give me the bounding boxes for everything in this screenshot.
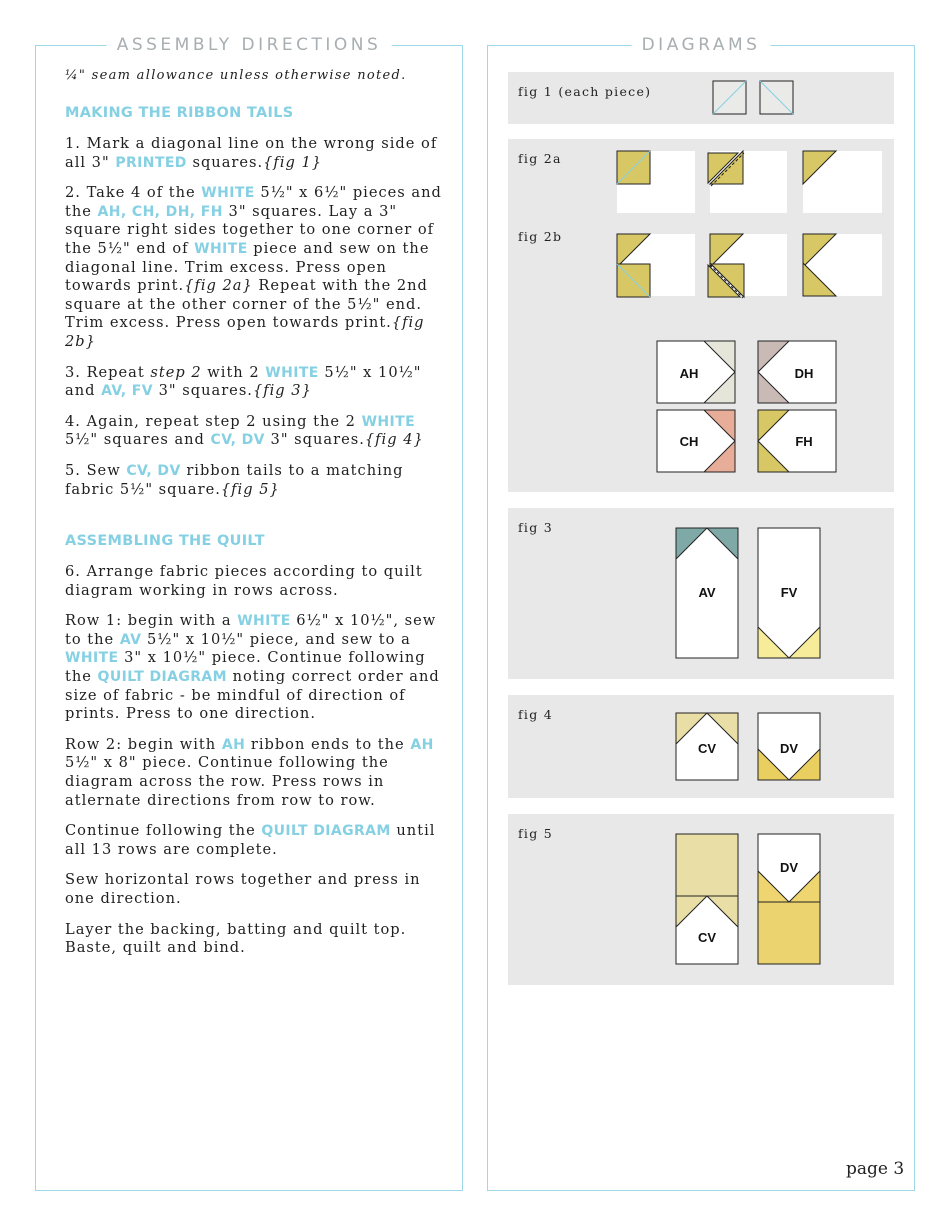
italic-reference: {fig 5} xyxy=(220,480,280,498)
marked-square-2 xyxy=(760,81,793,114)
highlight-term: AH xyxy=(410,736,434,753)
step-text: 5½" x 10½" and xyxy=(65,363,422,400)
fig-5-label: fig 5 xyxy=(518,826,554,841)
italic-reference: step 2 xyxy=(150,363,202,381)
fig-5-box xyxy=(508,814,894,985)
fig-1-label: fig 1 (each piece) xyxy=(518,84,652,99)
fig-4-diagram xyxy=(508,695,894,798)
italic-reference: {fig 2a} xyxy=(184,277,253,295)
fig-2-diagram xyxy=(508,139,894,492)
block-label-fh: FH xyxy=(795,434,813,449)
step-text: 5½" x 6½" pieces and the xyxy=(65,184,442,220)
fig-1-box xyxy=(508,72,894,124)
block-label-ch: CH xyxy=(679,434,699,449)
diagrams-panel xyxy=(487,35,915,1191)
block-label-ah: AH xyxy=(679,366,699,381)
fig-2b-step-2 xyxy=(708,234,787,298)
step-text: ribbon tails to a matching fabric 5½" square. xyxy=(65,461,404,498)
sew-rows-instruction xyxy=(65,871,449,908)
finish-instruction xyxy=(65,921,449,958)
block-label-dv-fig5: DV xyxy=(779,860,799,875)
fig-5-diagram xyxy=(508,814,894,985)
fig-4-label: fig 4 xyxy=(518,707,554,722)
step-text: 5. Sew xyxy=(65,461,127,479)
block-cv-fig5 xyxy=(676,834,738,964)
page-number: page 3 xyxy=(846,1159,905,1179)
step-text: squares. xyxy=(186,153,264,171)
step-text: Continue following the xyxy=(65,822,262,840)
block-dh xyxy=(758,341,836,403)
fig-2-box xyxy=(508,139,894,492)
block-label-cv-fig5: CV xyxy=(697,930,717,945)
step-5 xyxy=(65,462,449,499)
fig-3-label: fig 3 xyxy=(518,520,554,535)
block-cv-fig4 xyxy=(676,713,738,780)
step-text: until all 13 rows are complete. xyxy=(65,822,436,858)
fig-2a-step-1 xyxy=(617,151,695,213)
step-text: 6. Arrange fabric pieces according to quilt diagram working in rows across. xyxy=(65,563,423,599)
highlight-term: PRINTED xyxy=(115,154,187,171)
highlight-term: WHITE xyxy=(237,613,291,630)
fig-2a-label: fig 2a xyxy=(518,151,562,166)
assembly-directions-title: ASSEMBLY DIRECTIONS xyxy=(107,35,392,55)
italic-reference: {fig 1} xyxy=(263,153,323,171)
step-text: 5½" squares and xyxy=(65,431,211,449)
highlight-term: CV, DV xyxy=(126,462,181,479)
directions-content xyxy=(65,68,449,970)
section-heading-assembling: ASSEMBLING THE QUILT xyxy=(65,533,265,550)
marked-square-1 xyxy=(713,81,746,114)
step-text: Sew horizontal rows together and press in one direction. xyxy=(65,871,421,907)
fig-2b-step-3 xyxy=(803,234,882,296)
step-text: 6½" x 10½", sew to the xyxy=(65,612,437,648)
highlight-term: WHITE xyxy=(265,364,319,381)
highlight-term: WHITE xyxy=(194,240,248,257)
step-1 xyxy=(65,135,449,172)
section-heading-ribbon-tails: MAKING THE RIBBON TAILS xyxy=(65,105,294,121)
continue-instruction xyxy=(65,822,449,859)
step-text: Row 2: begin with xyxy=(65,735,222,753)
block-label-dh: DH xyxy=(794,366,814,381)
highlight-term: WHITE xyxy=(65,650,119,667)
step-text: ribbon ends to the xyxy=(245,735,411,753)
step-text: Repeat with the 2nd square at the other corner of the 5½" end. Trim excess. Press open towards print. xyxy=(65,277,428,332)
step-text: 1. Mark a diagonal line on the wrong side of all 3" xyxy=(65,135,438,171)
block-fv xyxy=(758,528,820,658)
fig-4-box xyxy=(508,695,894,798)
row-1-instruction xyxy=(65,612,449,724)
italic-reference: {fig 2b} xyxy=(65,314,425,350)
step-text: 5½" x 10½" piece, and sew to a xyxy=(141,630,411,648)
highlight-term: QUILT DIAGRAM xyxy=(261,823,391,840)
block-label-cv-fig4: CV xyxy=(697,741,717,756)
block-fh xyxy=(758,410,836,472)
highlight-term: AH xyxy=(221,736,246,753)
step-4 xyxy=(65,413,449,450)
step-text: Row 1: begin with a xyxy=(65,612,238,630)
step-text: 3" squares. xyxy=(264,431,365,449)
diagrams-title: DIAGRAMS xyxy=(632,35,771,55)
highlight-term: CV, DV xyxy=(210,432,265,449)
step-text: 3. Repeat xyxy=(65,363,151,381)
italic-reference: {fig 3} xyxy=(252,382,312,400)
fig-2a-step-2 xyxy=(708,151,787,213)
italic-reference: {fig 4} xyxy=(364,431,424,449)
highlight-term: WHITE xyxy=(201,185,255,202)
step-text: 2. Take 4 of the xyxy=(65,184,202,202)
step-text: 3" squares. Lay a 3" square right sides together to one corner of the 5½" end of xyxy=(65,202,435,257)
step-text: piece and sew on the diagonal line. Trim excess. Press open towards print. xyxy=(65,239,430,295)
step-6 xyxy=(65,563,449,600)
fig-3-diagram xyxy=(508,508,894,679)
row-2-instruction xyxy=(65,736,449,810)
step-text: with 2 xyxy=(201,363,266,381)
fig-2b-step-1 xyxy=(617,234,695,297)
seam-allowance-note: ¼" seam allowance unless otherwise noted. xyxy=(65,68,407,83)
block-label-av: AV xyxy=(698,585,716,600)
highlight-term: AH, CH, DH, FH xyxy=(97,203,223,220)
step-text: 3" x 10½" piece. Continue following the xyxy=(65,649,426,686)
fig-1-diagram xyxy=(508,72,894,124)
fig-2a-step-3 xyxy=(803,151,882,213)
highlight-term: AV, FV xyxy=(101,383,153,400)
block-dv-fig5 xyxy=(758,834,820,964)
fig-3-box xyxy=(508,508,894,679)
highlight-term: WHITE xyxy=(361,413,416,430)
highlight-term: QUILT DIAGRAM xyxy=(97,669,227,686)
block-ch xyxy=(657,410,735,472)
step-text: 4. Again, repeat step 2 using the 2 xyxy=(65,412,362,430)
step-text: Layer the backing, batting and quilt top. Baste, quilt and bind. xyxy=(65,920,407,957)
step-3 xyxy=(65,364,449,401)
block-ah xyxy=(657,341,735,403)
block-label-fv: FV xyxy=(780,585,798,600)
block-av xyxy=(676,528,738,658)
assembly-directions-panel xyxy=(35,35,463,1191)
step-text: 5½" x 8" piece. Continue following the diagram across the row. Press rows in atlernate directions from row to row. xyxy=(65,754,389,809)
highlight-term: AV xyxy=(119,631,142,648)
block-label-dv-fig4: DV xyxy=(779,741,799,756)
step-text: 3" squares. xyxy=(153,382,253,400)
step-2 xyxy=(65,184,449,351)
fig-2b-label: fig 2b xyxy=(518,229,563,244)
block-dv-fig4 xyxy=(758,713,820,780)
step-text: noting correct order and size of fabric - be mindful of direction of prints. Press to one direction. xyxy=(65,668,440,723)
